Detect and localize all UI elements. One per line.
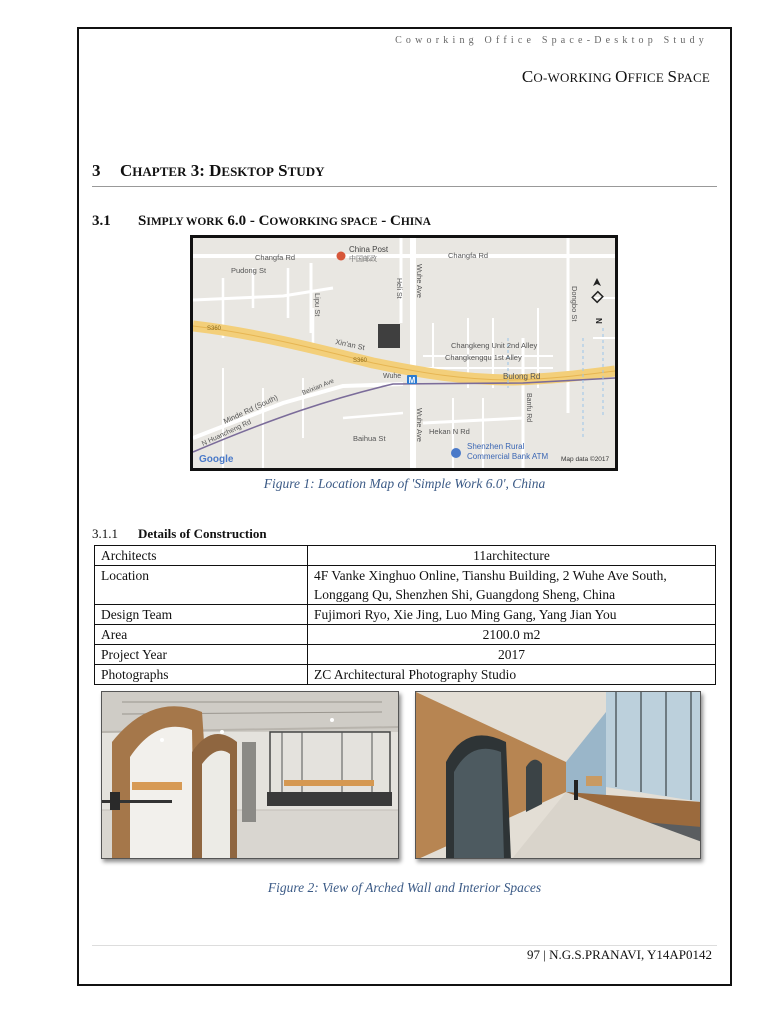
- subsection-heading: [92, 526, 267, 542]
- table-key: Location: [95, 566, 308, 605]
- section-number: 3.1: [92, 213, 111, 229]
- section-title-part: IMPLY WORK: [146, 216, 224, 228]
- map-label-changfa-left: Changfa Rd: [255, 253, 296, 262]
- map-label-s360-mid: S360: [353, 358, 368, 364]
- map-label-baihua: Baihua St: [353, 434, 386, 443]
- map-label-google: Google: [199, 454, 234, 465]
- chapter-title-part: S: [278, 161, 288, 180]
- table-value: ZC Architectural Photography Studio: [308, 665, 716, 685]
- table-key: Area: [95, 625, 308, 645]
- chapter-number: 3: [92, 161, 101, 180]
- map-label-heli: Heli St: [395, 278, 402, 299]
- map-label-wuhe-bottom: Wuhe Ave: [415, 408, 424, 442]
- section-title-part: C: [390, 213, 401, 229]
- interior-photo-corridor: [415, 691, 701, 859]
- map-label-bulong: Bulong Rd: [503, 372, 541, 381]
- table-row: [95, 605, 716, 625]
- table-value: Fujimori Ryo, Xie Jing, Luo Ming Gang, Yang Jian You: [308, 605, 716, 625]
- title-initial: C: [521, 67, 534, 86]
- title-smallcaps: -WORKING: [542, 70, 616, 85]
- map-label-bank1: Shenzhen Rural: [467, 442, 525, 451]
- table-value: 11architecture: [308, 546, 716, 566]
- map-label-china-post: China Post: [349, 245, 389, 254]
- map-label-changfa-right: Changfa Rd: [448, 251, 489, 260]
- chapter-title-part: ESKTOP: [221, 164, 274, 179]
- map-label-bank2: Commercial Bank ATM: [467, 452, 549, 461]
- section-heading: [92, 213, 431, 230]
- table-row: [95, 625, 716, 645]
- document-title: [522, 67, 710, 87]
- section-title-part: -: [377, 213, 390, 229]
- page-footer: [527, 947, 712, 963]
- figure-2-caption: Figure 2: View of Arched Wall and Interior Spaces: [267, 880, 542, 895]
- footer-author: N.G.S.PRANAVI, Y14AP0142: [549, 947, 712, 962]
- map-label-hekan: Hekan N Rd: [429, 427, 470, 436]
- chapter-heading: [92, 161, 717, 187]
- table-row: [95, 645, 716, 665]
- map-label-beixian: Beixian Ave: [301, 377, 336, 397]
- title-smallcaps: O: [533, 70, 543, 85]
- footer-divider: [92, 945, 717, 946]
- chapter-title-part: C: [120, 161, 133, 180]
- page-frame: [77, 27, 732, 986]
- chapter-title-part: HAPTER: [132, 164, 187, 179]
- table-row: [95, 665, 716, 685]
- map-label-wuhe-top: Wuhe Ave: [415, 264, 424, 298]
- subsection-number: 3.1.1: [92, 526, 118, 541]
- interior-photo-arched-wall: [101, 691, 399, 859]
- figure-1-caption: Figure 1: Location Map of 'Simple Work 6.0', China: [263, 476, 546, 491]
- table-key: Architects: [95, 546, 308, 566]
- table-row: [95, 546, 716, 566]
- chapter-title-part: 3:: [186, 161, 210, 180]
- table-value: 4F Vanke Xinghuo Online, Tianshu Building, 2 Wuhe Ave South, Longgang Qu, Shenzhen Shi, Guangdong Sheng, China: [308, 566, 716, 605]
- section-title-part: OWORKING SPACE: [269, 216, 378, 228]
- metro-icon-label: M: [408, 376, 416, 385]
- title-smallcaps: PACE: [677, 70, 710, 85]
- table-key: Design Team: [95, 605, 308, 625]
- table-key: Project Year: [95, 645, 308, 665]
- location-map: [190, 235, 618, 471]
- table-value: 2100.0 m2: [308, 625, 716, 645]
- site-marker: [378, 324, 400, 348]
- map-label-pudong: Pudong St: [231, 266, 267, 275]
- map-label-s360-left: S360: [207, 326, 222, 332]
- map-label-dongbo: Dongbo St: [570, 286, 579, 322]
- subsection-title: Details of Construction: [138, 526, 267, 541]
- map-label-lipu: Lipu St: [313, 293, 322, 317]
- bank-icon: [451, 448, 461, 458]
- china-post-icon: [337, 252, 346, 261]
- table-row: [95, 566, 716, 605]
- map-label-alley1: Changkeng Unit 2nd Alley: [451, 341, 538, 350]
- map-label-china-post-cn: 中国邮政: [349, 256, 377, 263]
- chapter-title-part: TUDY: [287, 164, 325, 179]
- section-title-part: HINA: [400, 216, 431, 228]
- map-label-wuhe-station: Wuhe: [383, 373, 402, 380]
- running-header: Coworking Office Space-Desktop Study: [395, 35, 708, 46]
- map-label-xinan: Xin'an St: [334, 337, 366, 353]
- title-initial: S: [667, 67, 678, 86]
- map-label-huancheng: N Huancheng Rd: [200, 418, 253, 448]
- section-title-part: 6.0 -: [223, 213, 259, 229]
- page-number: 97: [527, 947, 540, 962]
- table-value: 2017: [308, 645, 716, 665]
- map-label-alley2: Changkengqu 1st Alley: [445, 353, 522, 362]
- chapter-title-part: D: [209, 161, 222, 180]
- footer-separator: |: [543, 947, 546, 962]
- section-title-part: S: [138, 213, 147, 229]
- map-label-map-data: Map data ©2017: [561, 456, 610, 463]
- section-title-part: C: [258, 213, 270, 229]
- details-table: [94, 545, 716, 685]
- map-label-minde: Minde Rd (South): [222, 392, 280, 426]
- title-smallcaps: FFICE: [627, 70, 668, 85]
- title-initial: O: [615, 67, 628, 86]
- map-label-banfu: Banfu Rd: [525, 393, 532, 423]
- table-key: Photographs: [95, 665, 308, 685]
- north-letter: N: [594, 318, 603, 324]
